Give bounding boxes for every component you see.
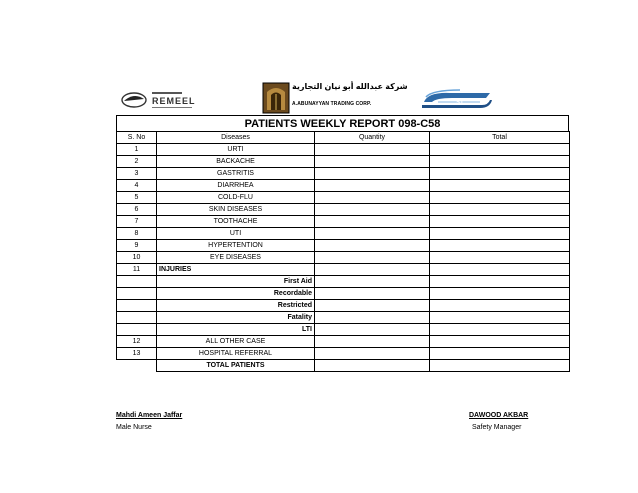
row-total-cell[interactable] <box>430 144 570 156</box>
table-row <box>117 240 570 252</box>
row-sno: 5 <box>117 192 157 204</box>
header-quantity: Quantity <box>315 132 430 144</box>
signature-safety-manager <box>469 410 528 434</box>
st-logo-text: ST <box>456 100 464 106</box>
report-title: PATIENTS WEEKLY REPORT 098-C58 <box>116 115 569 131</box>
injury-total-cell[interactable] <box>430 288 570 300</box>
row-disease: GASTRITIS <box>157 168 315 180</box>
table-row <box>117 144 570 156</box>
row-disease: EYE DISEASES <box>157 252 315 264</box>
row-quantity-cell[interactable] <box>315 192 430 204</box>
row-sno: 1 <box>117 144 157 156</box>
total-quantity-cell[interactable] <box>315 360 430 372</box>
row-disease: COLD-FLU <box>157 192 315 204</box>
table-row <box>117 180 570 192</box>
injury-quantity-cell[interactable] <box>315 288 430 300</box>
row-disease: UTI <box>157 228 315 240</box>
injury-type-label: Recordable <box>157 288 315 300</box>
injury-type-row <box>117 276 570 288</box>
row-quantity-cell[interactable] <box>315 180 430 192</box>
total-total-cell[interactable] <box>430 360 570 372</box>
row-sno: 6 <box>117 204 157 216</box>
table-row <box>117 204 570 216</box>
table-header-row <box>117 132 570 144</box>
injury-type-label: LTI <box>157 324 315 336</box>
header-total: Total <box>430 132 570 144</box>
injury-quantity-cell[interactable] <box>315 276 430 288</box>
table-row <box>117 168 570 180</box>
injuries-label: INJURIES <box>157 264 315 276</box>
injury-type-label: Fatality <box>157 312 315 324</box>
injuries-sno: 11 <box>117 264 157 276</box>
row-total-cell[interactable] <box>430 240 570 252</box>
injuries-total-blank <box>430 264 570 276</box>
nurse-title: Male Nurse <box>116 424 152 431</box>
safety-manager-name: DAWOOD AKBAR <box>469 412 529 419</box>
injury-type-label: Restricted <box>157 300 315 312</box>
injury-sno-blank <box>117 312 157 324</box>
total-sno-blank <box>117 360 157 372</box>
table-row <box>117 336 570 348</box>
row-disease: HOSPITAL REFERRAL <box>157 348 315 360</box>
signature-nurse <box>116 410 182 434</box>
table-row <box>117 192 570 204</box>
row-quantity-cell[interactable] <box>315 156 430 168</box>
row-quantity-cell[interactable] <box>315 228 430 240</box>
row-sno: 8 <box>117 228 157 240</box>
row-total-cell[interactable] <box>430 348 570 360</box>
injury-type-row <box>117 300 570 312</box>
table-row <box>117 252 570 264</box>
row-disease: SKIN DISEASES <box>157 204 315 216</box>
injury-type-row <box>117 324 570 336</box>
injury-total-cell[interactable] <box>430 300 570 312</box>
row-sno: 2 <box>117 156 157 168</box>
row-total-cell[interactable] <box>430 168 570 180</box>
row-sno: 7 <box>117 216 157 228</box>
abunayyan-arabic-name: شركة عبدالله أبو نيان التجارية <box>292 82 408 91</box>
table-row <box>117 348 570 360</box>
abunayyan-logo <box>262 80 408 118</box>
table-row <box>117 228 570 240</box>
row-quantity-cell[interactable] <box>315 336 430 348</box>
injury-sno-blank <box>117 324 157 336</box>
injury-sno-blank <box>117 288 157 300</box>
injury-quantity-cell[interactable] <box>315 312 430 324</box>
injury-type-row <box>117 288 570 300</box>
row-quantity-cell[interactable] <box>315 252 430 264</box>
injury-type-row <box>117 312 570 324</box>
row-quantity-cell[interactable] <box>315 240 430 252</box>
injury-total-cell[interactable] <box>430 324 570 336</box>
row-disease: URTI <box>157 144 315 156</box>
header-diseases: Diseases <box>157 132 315 144</box>
injury-total-cell[interactable] <box>430 312 570 324</box>
table-row <box>117 156 570 168</box>
nurse-name: Mahdi Ameen Jaffar <box>116 412 183 419</box>
injury-total-cell[interactable] <box>430 276 570 288</box>
injury-sno-blank <box>117 300 157 312</box>
remeel-logo <box>120 88 215 112</box>
row-quantity-cell[interactable] <box>315 204 430 216</box>
total-patients-label: TOTAL PATIENTS <box>157 360 315 372</box>
header-sno: S. No <box>117 132 157 144</box>
abunayyan-english-name: A.ABUNAYYAN TRADING CORP. <box>292 101 372 107</box>
st-logo <box>420 88 494 110</box>
safety-manager-title: Safety Manager <box>472 424 522 431</box>
row-sno: 9 <box>117 240 157 252</box>
total-patients-row <box>117 360 570 372</box>
row-sno: 3 <box>117 168 157 180</box>
row-total-cell[interactable] <box>430 180 570 192</box>
patients-report-table <box>116 131 570 372</box>
row-quantity-cell[interactable] <box>315 216 430 228</box>
row-sno: 12 <box>117 336 157 348</box>
row-quantity-cell[interactable] <box>315 144 430 156</box>
row-sno: 13 <box>117 348 157 360</box>
row-quantity-cell[interactable] <box>315 168 430 180</box>
row-total-cell[interactable] <box>430 228 570 240</box>
row-disease: HYPERTENTION <box>157 240 315 252</box>
row-total-cell[interactable] <box>430 204 570 216</box>
row-total-cell[interactable] <box>430 336 570 348</box>
injuries-quantity-blank <box>315 264 430 276</box>
row-disease: ALL OTHER CASE <box>157 336 315 348</box>
injury-sno-blank <box>117 276 157 288</box>
row-quantity-cell[interactable] <box>315 348 430 360</box>
row-total-cell[interactable] <box>430 216 570 228</box>
injury-quantity-cell[interactable] <box>315 324 430 336</box>
table-row <box>117 216 570 228</box>
injury-type-label: First Aid <box>157 276 315 288</box>
row-disease: DIARRHEA <box>157 180 315 192</box>
row-sno: 4 <box>117 180 157 192</box>
row-total-cell[interactable] <box>430 156 570 168</box>
row-total-cell[interactable] <box>430 192 570 204</box>
row-disease: BACKACHE <box>157 156 315 168</box>
row-disease: TOOTHACHE <box>157 216 315 228</box>
remeel-logo-text: REMEEL <box>152 96 196 106</box>
injuries-row <box>117 264 570 276</box>
row-total-cell[interactable] <box>430 252 570 264</box>
row-sno: 10 <box>117 252 157 264</box>
injury-quantity-cell[interactable] <box>315 300 430 312</box>
